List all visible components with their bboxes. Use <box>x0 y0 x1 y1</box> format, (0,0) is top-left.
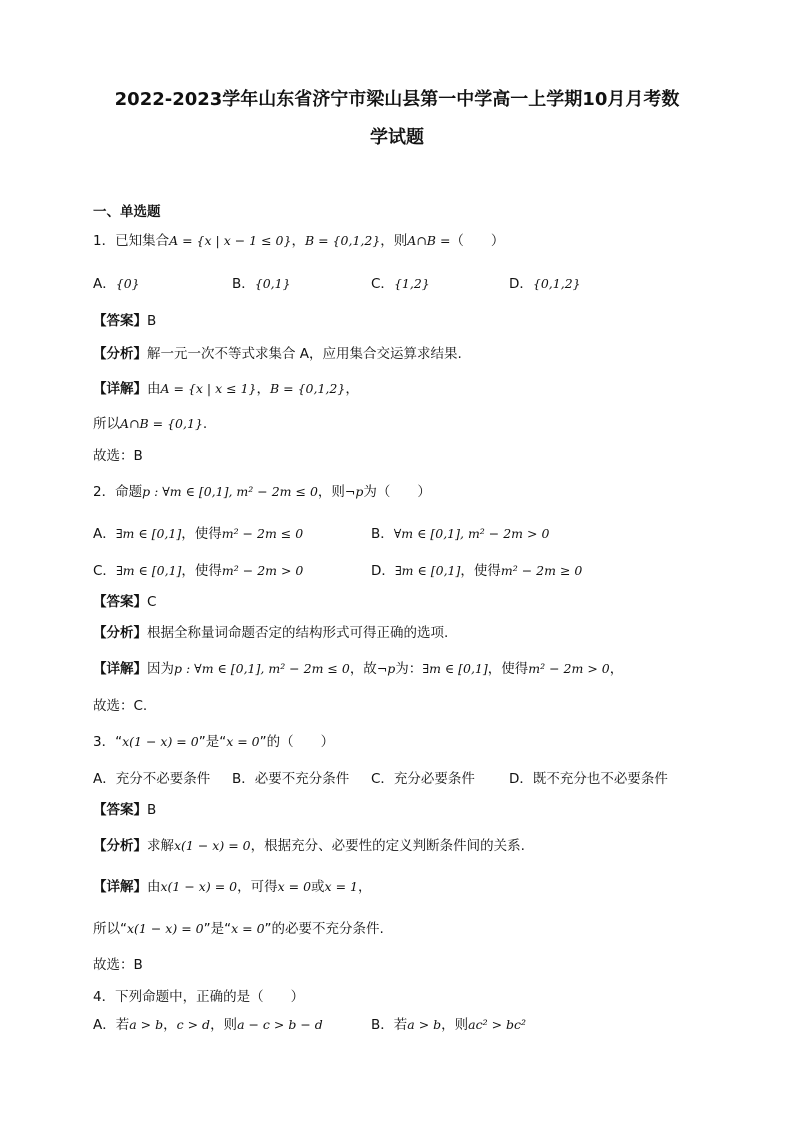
q4-option-b: B．若a > b，则ac² > bc² <box>371 1017 527 1033</box>
q3-choose: 故选：B <box>93 957 143 973</box>
q1-option-d: D．{0,1,2} <box>509 276 581 292</box>
exam-title-line2: 学试题 <box>370 127 424 148</box>
q1-answer: 【答案】B <box>93 313 157 329</box>
q3-option-a: A．充分不必要条件 <box>93 771 211 787</box>
q1-comma: ， <box>291 233 305 249</box>
q3-option-c: C．充分必要条件 <box>371 771 475 787</box>
q1-set-a: A = {x | x − 1 ≤ 0} <box>169 233 292 248</box>
q1-detail: 【详解】由A = {x | x ≤ 1}，B = {0,1,2}， <box>93 381 359 397</box>
q1-option-a: A．{0} <box>93 276 140 292</box>
q2-analysis: 【分析】根据全称量词命题否定的结构形式可得正确的选项. <box>93 625 449 641</box>
q2-choose: 故选：C. <box>93 698 148 714</box>
q4-stem: 4．下列命题中，正确的是（ ） <box>93 989 305 1005</box>
q3-detail: 【详解】由x(1 − x) = 0，可得x = 0或x = 1， <box>93 879 372 895</box>
q1-set-b: B = {0,1,2} <box>304 233 381 248</box>
q2-stem: 2．命题p : ∀m ∈ [0,1], m² − 2m ≤ 0，则¬p为（ ） <box>93 484 431 500</box>
q1-expr: A∩B = <box>407 233 451 248</box>
q3-option-d: D．既不充分也不必要条件 <box>509 771 668 787</box>
q1-option-c: C．{1,2} <box>371 276 430 292</box>
q1-stem-text: 1．已知集合 <box>93 233 170 249</box>
q2-detail: 【详解】因为p : ∀m ∈ [0,1], m² − 2m ≤ 0，故¬p为：∃m ∈ [0,1]，使得m² − 2m > 0， <box>93 661 624 677</box>
q2-option-d: D．∃m ∈ [0,1]，使得m² − 2m ≥ 0 <box>371 563 583 579</box>
q3-stem: 3．“x(1 − x) = 0”是“x = 0”的（ ） <box>93 734 335 750</box>
q2-answer: 【答案】C <box>93 594 157 610</box>
q1-stem <box>93 232 504 250</box>
q2-option-b: B．∀m ∈ [0,1], m² − 2m > 0 <box>371 526 550 542</box>
q1-option-b: B．{0,1} <box>232 276 291 292</box>
q3-answer: 【答案】B <box>93 802 157 818</box>
q2-option-c: C．∃m ∈ [0,1]，使得m² − 2m > 0 <box>93 563 304 579</box>
section-heading: 一、单选题 <box>93 204 161 220</box>
q3-analysis: 【分析】求解x(1 − x) = 0，根据充分、必要性的定义判断条件间的关系. <box>93 838 525 854</box>
q4-option-a: A．若a > b，c > d，则a − c > b − d <box>93 1017 323 1033</box>
q3-so: 所以“x(1 − x) = 0”是“x = 0”的必要不充分条件. <box>93 921 384 937</box>
q1-choose: 故选：B <box>93 448 143 464</box>
q1-then: ，则 <box>380 233 408 249</box>
q1-analysis: 【分析】解一元一次不等式求集合 A，应用集合交运算求结果. <box>93 346 462 362</box>
q1-paren: （ ） <box>450 233 505 249</box>
q3-option-b: B．必要不充分条件 <box>232 771 350 787</box>
exam-title-line1: 2022-2023学年山东省济宁市梁山县第一中学高一上学期10月月考数 <box>114 89 680 110</box>
q2-option-a: A．∃m ∈ [0,1]，使得m² − 2m ≤ 0 <box>93 526 304 542</box>
q1-so: 所以A∩B = {0,1}. <box>93 416 208 432</box>
